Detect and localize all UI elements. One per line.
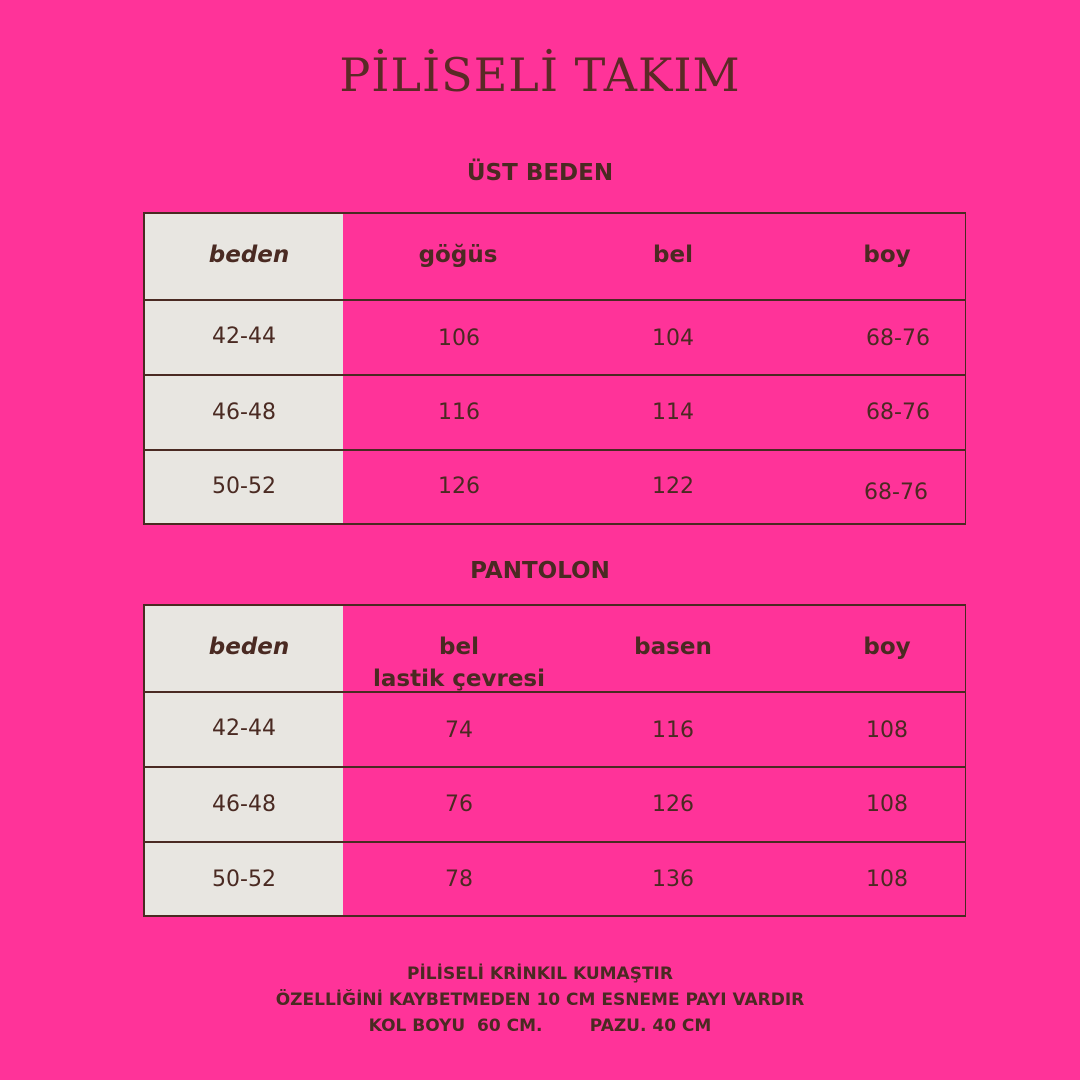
- header-chest: göğüs: [418, 242, 498, 268]
- row-chest: 116: [438, 400, 480, 425]
- table-rule: [143, 691, 966, 693]
- stretch-note: ÖZELLİĞİNİ KAYBETMEDEN 10 CM ESNEME PAYI VARDIR: [275, 990, 805, 1010]
- row-size: 42-44: [212, 324, 276, 349]
- table-rule: [143, 299, 966, 301]
- row-length: 108: [866, 792, 908, 817]
- row-waist: 74: [445, 718, 473, 743]
- table-rule: [143, 212, 966, 214]
- header-hip: basen: [634, 634, 712, 660]
- row-length: 108: [866, 867, 908, 892]
- row-length: 108: [866, 718, 908, 743]
- row-length: 68-76: [866, 400, 930, 425]
- table-rule: [143, 449, 966, 451]
- row-waist: 78: [445, 867, 473, 892]
- row-size: 42-44: [212, 716, 276, 741]
- row-size: 46-48: [212, 400, 276, 425]
- row-waist: 76: [445, 792, 473, 817]
- row-waist: 114: [652, 400, 694, 425]
- row-hip: 116: [652, 718, 694, 743]
- table-rule: [143, 915, 966, 917]
- header-waist-subtitle: lastik çevresi: [372, 666, 546, 692]
- row-chest: 126: [438, 474, 480, 499]
- row-length: 68-76: [866, 326, 930, 351]
- row-waist: 122: [652, 474, 694, 499]
- table-rule: [143, 841, 966, 843]
- row-waist: 104: [652, 326, 694, 351]
- header-waist: bel: [653, 242, 693, 268]
- table-border-left: [143, 604, 145, 917]
- row-chest: 106: [438, 326, 480, 351]
- table-border-left: [143, 212, 145, 525]
- row-length: 68-76: [864, 480, 928, 505]
- sleeve-note: KOL BOYU 60 CM. PAZU. 40 CM: [368, 1016, 712, 1036]
- table-rule: [143, 374, 966, 376]
- row-size: 50-52: [212, 474, 276, 499]
- page-title: PİLİSELİ TAKIM: [339, 48, 741, 102]
- table-border-right: [965, 604, 967, 917]
- table-rule: [143, 604, 966, 606]
- row-size: 50-52: [212, 867, 276, 892]
- row-hip: 136: [652, 867, 694, 892]
- row-size: 46-48: [212, 792, 276, 817]
- bottom-size-table: [143, 604, 966, 917]
- table-border-right: [965, 212, 967, 525]
- header-waist: bel: [439, 634, 479, 660]
- fabric-note: PİLİSELİ KRİNKIL KUMAŞTIR: [407, 964, 673, 984]
- table-rule: [143, 523, 966, 525]
- row-hip: 126: [652, 792, 694, 817]
- header-size: beden: [208, 242, 290, 268]
- header-length: boy: [863, 242, 911, 268]
- table-rule: [143, 766, 966, 768]
- header-size: beden: [208, 634, 290, 660]
- bottom-section-title: PANTOLON: [470, 558, 610, 584]
- top-size-table: [143, 212, 966, 525]
- header-length: boy: [863, 634, 911, 660]
- top-section-title: ÜST BEDEN: [466, 160, 614, 186]
